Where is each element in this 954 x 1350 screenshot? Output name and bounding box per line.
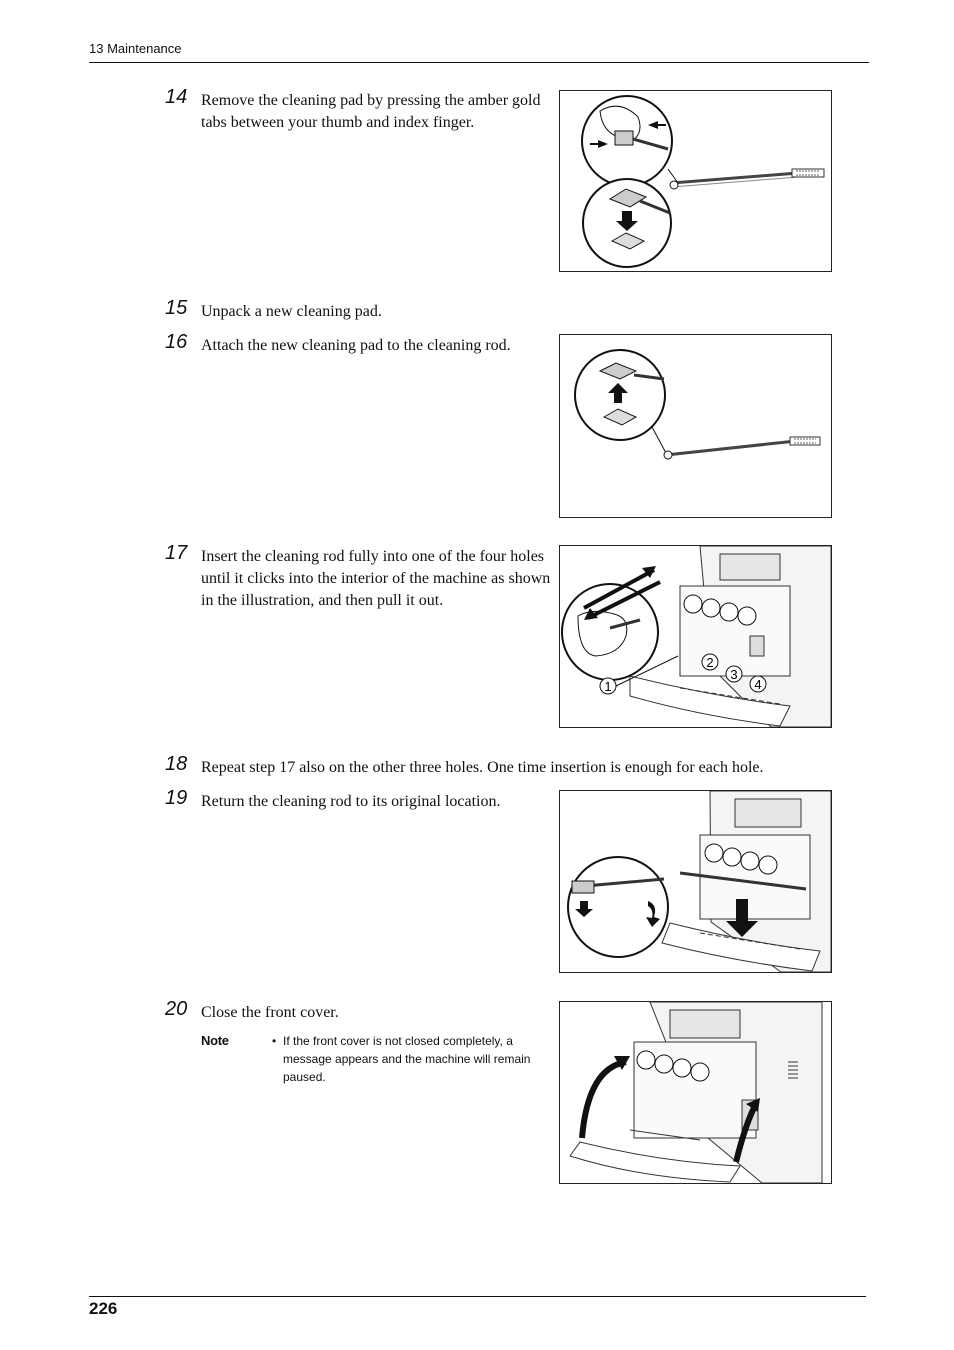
note-bullet: • [272,1034,277,1048]
step-text: Remove the cleaning pad by pressing the amber gold tabs between your thumb and index finger. [201,92,541,131]
footer-rule [89,1296,866,1297]
callout-2: 2 [706,655,714,670]
step-text: Close the front cover. [201,1004,339,1021]
illustration-insert-rod [560,546,831,727]
running-header: 13 Maintenance [89,41,182,56]
step-text: Return the cleaning rod to its original location. [201,793,501,810]
illustration-close-cover [560,1002,831,1183]
illustration-remove-pad [560,91,831,271]
note-text: If the front cover is not closed completely, a message appears and the machine will remain paused. [283,1034,531,1084]
step-text: Attach the new cleaning pad to the cleaning rod. [201,337,511,354]
figure-return-cleaning-rod [559,790,832,973]
illustration-attach-pad [560,335,831,517]
callout-1: 1 [604,679,612,694]
header-rule [89,62,869,63]
callout-3: 3 [730,667,738,682]
step-number: 19 [165,787,188,809]
illustration-return-rod [560,791,831,972]
page-number: 226 [89,1299,118,1318]
note-label: Note [201,1033,229,1048]
figure-attach-cleaning-pad [559,334,832,518]
step-number: 17 [165,542,188,564]
step-text: Insert the cleaning rod fully into one of the four holes until it clicks into the interior of the machine as shown in the illustration, and then pull it out. [201,548,551,609]
figure-insert-cleaning-rod [559,545,832,728]
figure-remove-cleaning-pad [559,90,832,272]
callout-4: 4 [754,677,762,692]
step-number: 16 [165,331,188,353]
note-body [272,1032,552,1086]
step-number: 18 [165,753,188,775]
step-number: 20 [165,998,188,1020]
figure-close-front-cover [559,1001,832,1184]
step-number: 15 [165,297,188,319]
step-text: Repeat step 17 also on the other three holes. One time insertion is enough for each hole. [201,759,764,776]
step-number: 14 [165,86,188,108]
step-text: Unpack a new cleaning pad. [201,303,382,320]
